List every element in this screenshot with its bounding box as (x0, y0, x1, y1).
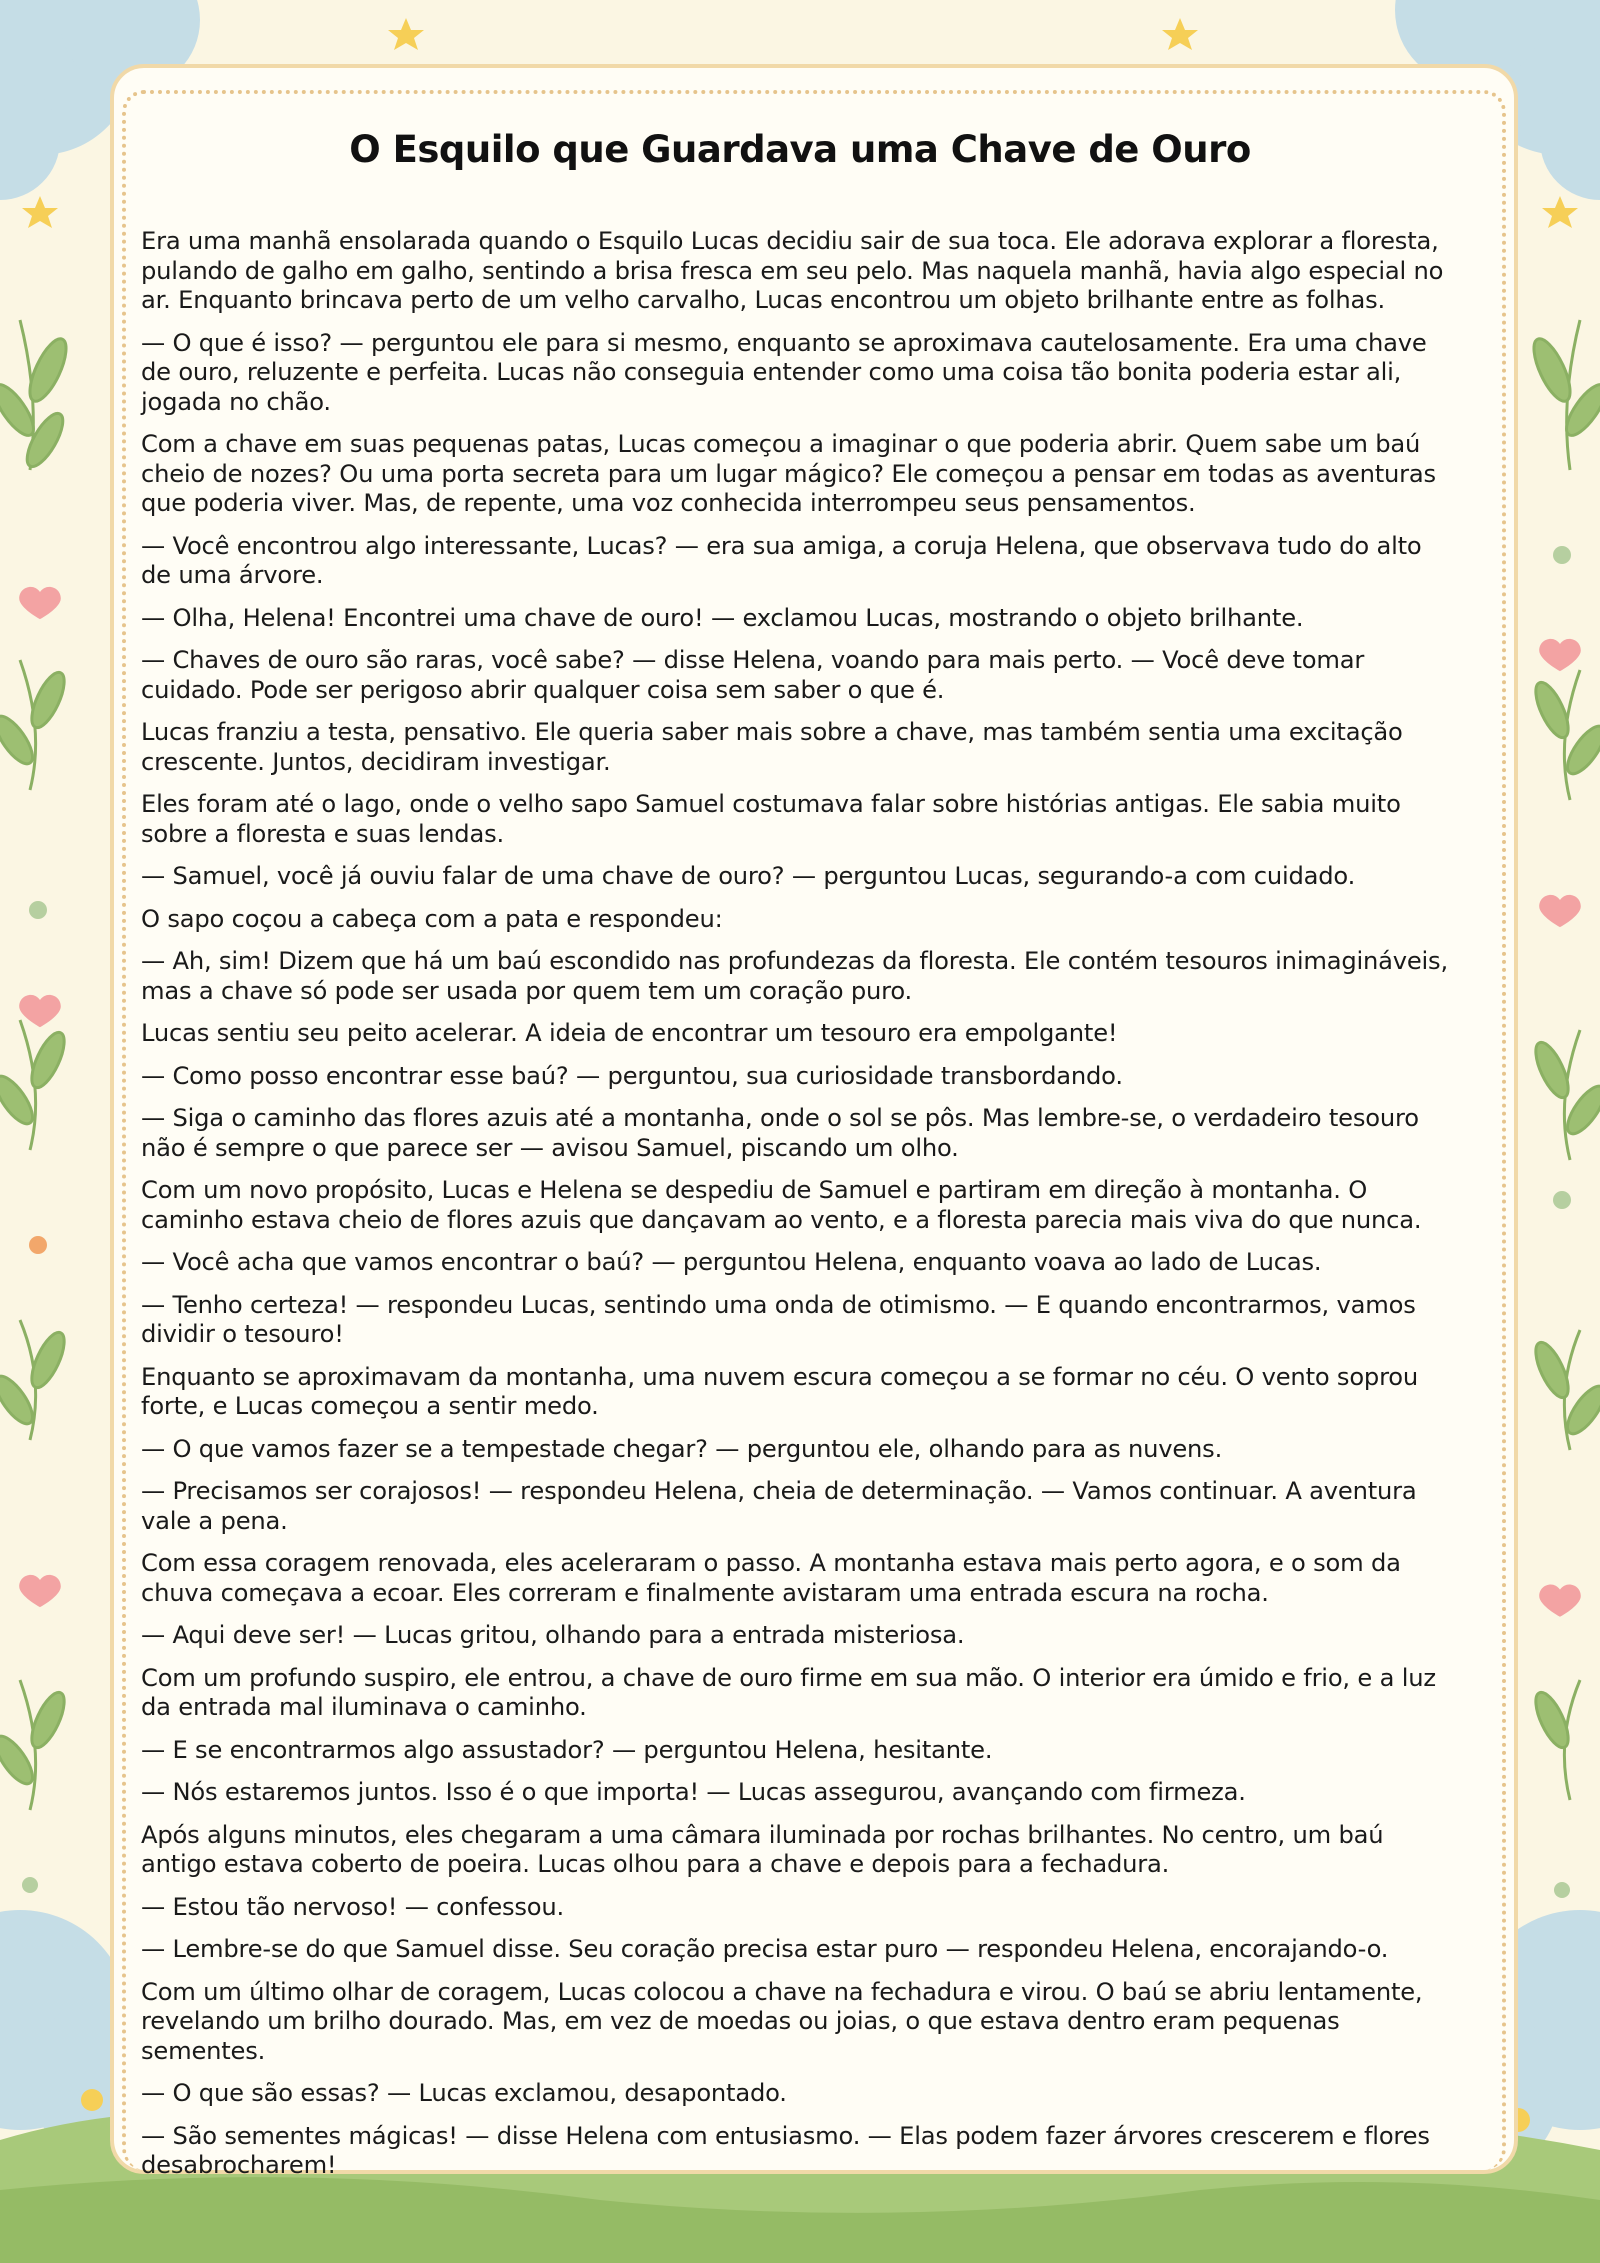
story-body (141, 227, 1456, 2194)
leaf-vine-right (1527, 320, 1600, 1800)
paragraph: — Lembre-se do que Samuel disse. Seu coração precisa estar puro — respondeu Helena, encorajando-o. (141, 1935, 1389, 1963)
paragraph: — Aqui deve ser! — Lucas gritou, olhando para a entrada misteriosa. (141, 1621, 965, 1649)
paragraph: Era uma manhã ensolarada quando o Esquilo Lucas decidiu sair de sua toca. Ele adorava explorar a floresta, pulando de galho em galho, sentindo a brisa fresca em seu pelo. Mas naquela manhã, havia algo especial no ar. Enquanto brincava perto de um velho carvalho, Lucas encontrou um objeto brilhante entre as folhas. (141, 227, 1444, 314)
paragraph: — Ah, sim! Dizem que há um baú escondido nas profundezas da floresta. Ele contém tesouros inimagináveis, mas a chave só pode ser usada por quem tem um coração puro. (141, 947, 1448, 1005)
paragraph: — Como posso encontrar esse baú? — perguntou, sua curiosidade transbordando. (141, 1061, 1123, 1090)
paragraph: Com um profundo suspiro, ele entrou, a chave de ouro firme em sua mão. O interior era úmido e frio, e a luz da entrada mal iluminava o caminho. (141, 1663, 1436, 1721)
paragraph: — E se encontrarmos algo assustador? — perguntou Helena, hesitante. (141, 1735, 993, 1764)
paragraph: O sapo coçou a cabeça com a pata e respondeu: (141, 904, 723, 933)
paragraph: Com um último olhar de coragem, Lucas colocou a chave na fechadura e virou. O baú se abriu lentamente, revelando um brilho dourado. Mas, em vez de moedas ou joias, o que estava dentro eram pequenas sementes. (141, 1977, 1423, 2065)
paragraph: Com a chave em suas pequenas patas, Lucas começou a imaginar o que poderia abrir. Quem sabe um baú cheio de nozes? Ou uma porta secreta para um lugar mágico? Ele começou a pensar em todas as aventuras que poderia viver. Mas, de repente, uma voz conhecida interrompeu seus pensamentos. (141, 430, 1436, 517)
paragraph: Lucas sentiu seu peito acelerar. A ideia de encontrar um tesouro era empolgante! (141, 1019, 1118, 1047)
paragraph: — O que são essas? — Lucas exclamou, desapontado. (141, 2079, 787, 2107)
paragraph: — O que é isso? — perguntou ele para si mesmo, enquanto se aproximava cautelosamente. Era uma chave de ouro, reluzente e perfeita. Lucas não conseguia entender como uma coisa tão bonita poderia estar ali, jogada no chão. (141, 328, 1427, 416)
paragraph: — Nós estaremos juntos. Isso é o que importa! — Lucas assegurou, avançando com firmeza. (141, 1778, 1246, 1806)
paragraph: Eles foram até o lago, onde o velho sapo Samuel costumava falar sobre histórias antigas. Ele sabia muito sobre a floresta e suas lendas. (141, 790, 1401, 848)
paragraph: — Precisamos ser corajosos! — respondeu Helena, cheia de determinação. — Vamos continuar. A aventura vale a pena. (141, 1477, 1417, 1535)
paragraph: — Você encontrou algo interessante, Lucas? — era sua amiga, a coruja Helena, que observava tudo do alto de uma árvore. (141, 531, 1422, 589)
paragraph: — Siga o caminho das flores azuis até a montanha, onde o sol se pôs. Mas lembre-se, o verdadeiro tesouro não é sempre o que parece ser — avisou Samuel, piscando um olho. (141, 1104, 1419, 1162)
paragraph: — Olha, Helena! Encontrei uma chave de ouro! — exclamou Lucas, mostrando o objeto brilhante. (141, 603, 1304, 632)
paragraph: — Chaves de ouro são raras, você sabe? — disse Helena, voando para mais perto. — Você deve tomar cuidado. Pode ser perigoso abrir qualquer coisa sem saber o que é. (141, 646, 1365, 704)
paragraph: — Samuel, você já ouviu falar de uma chave de ouro? — perguntou Lucas, segurando-a com cuidado. (141, 862, 1356, 890)
paragraph: Com essa coragem renovada, eles aceleraram o passo. A montanha estava mais perto agora, e o som da chuva começava a ecoar. Eles correram e finalmente avistaram uma entrada escura na rocha. (141, 1549, 1401, 1607)
paragraph: — Estou tão nervoso! — confessou. (141, 1892, 565, 1921)
paragraph: — Você acha que vamos encontrar o baú? — perguntou Helena, enquanto voava ao lado de Lucas. (141, 1248, 1322, 1276)
paragraph: — Tenho certeza! — respondeu Lucas, sentindo uma onda de otimismo. — E quando encontrarmos, vamos dividir o tesouro! (141, 1290, 1416, 1348)
paragraph: — São sementes mágicas! — disse Helena com entusiasmo. — Elas podem fazer árvores crescerem e flores desabrocharem! (141, 2121, 1430, 2179)
paragraph: — O que vamos fazer se a tempestade chegar? — perguntou ele, olhando para as nuvens. (141, 1434, 1223, 1463)
paragraph: Enquanto se aproximavam da montanha, uma nuvem escura começou a se formar no céu. O vento soprou forte, e Lucas começou a sentir medo. (141, 1362, 1419, 1420)
paragraph: Lucas franziu a testa, pensativo. Ele queria saber mais sobre a chave, mas também sentia uma excitação crescente. Juntos, decidiram investigar. (141, 718, 1403, 776)
paragraph: Com um novo propósito, Lucas e Helena se despediu de Samuel e partiram em direção à montanha. O caminho estava cheio de flores azuis que dançavam ao vento, e a floresta parecia mais viva do que nunca. (141, 1176, 1422, 1234)
paragraph: Após alguns minutos, eles chegaram a uma câmara iluminada por rochas brilhantes. No centro, um baú antigo estava coberto de poeira. Lucas olhou para a chave e depois para a fechadura. (141, 1820, 1384, 1878)
story-title: O Esquilo que Guardava uma Chave de Ouro (349, 128, 1251, 171)
